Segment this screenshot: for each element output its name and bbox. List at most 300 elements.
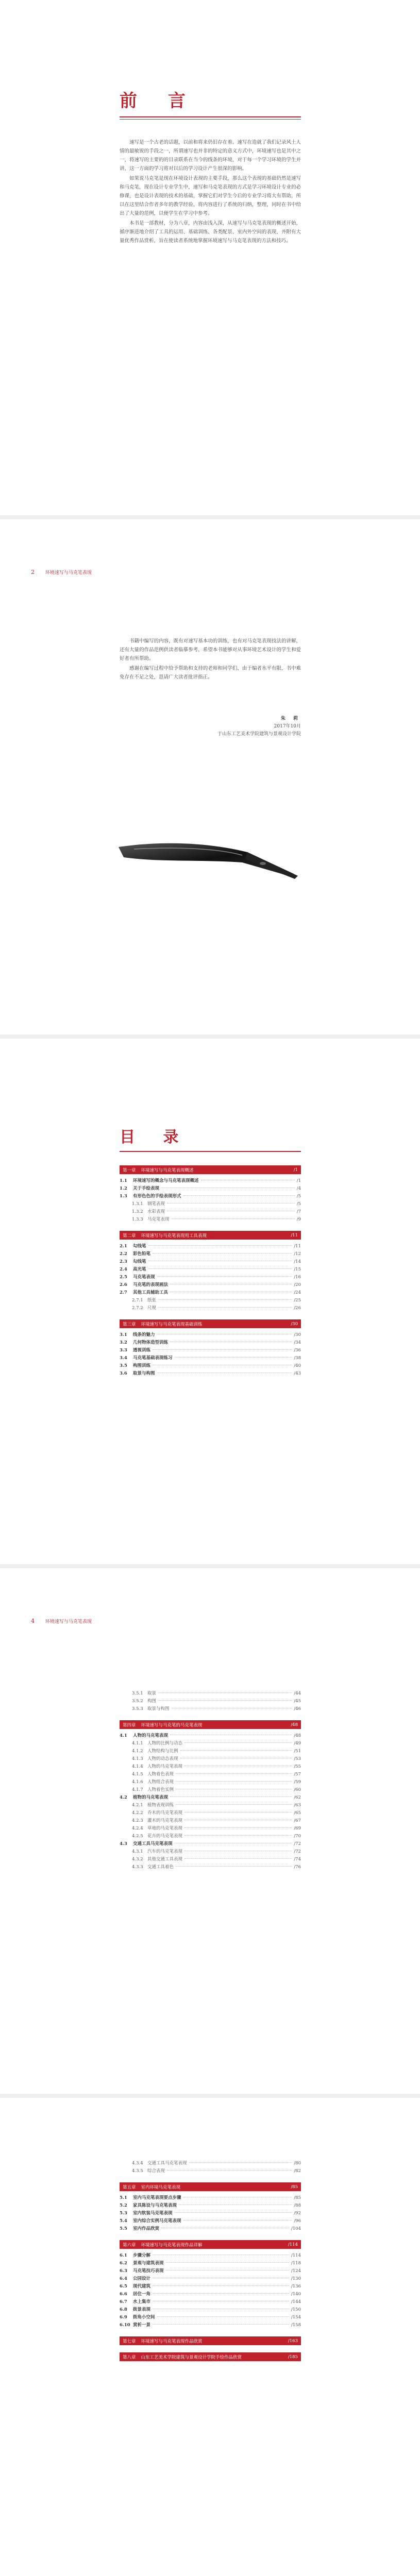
toc-entry[interactable]: [120, 2291, 301, 2298]
leader-dots: [176, 1804, 292, 1805]
toc-entry[interactable]: [120, 1266, 301, 1274]
entry-title: 其他工具辅助工具: [133, 1290, 169, 1295]
toc-subentry[interactable]: [120, 1856, 301, 1863]
entry-title: 景观与建筑表现: [133, 2261, 164, 2266]
entry-title: 尺规: [147, 1306, 157, 1311]
toc-list: [120, 1690, 301, 1871]
author-organization: 于山东工艺美术学院建筑与景观设计学院: [217, 732, 301, 737]
toc-entry[interactable]: [120, 1193, 301, 1200]
entry-number: 5.2: [120, 2203, 127, 2208]
toc-entry[interactable]: [120, 2267, 301, 2275]
chapter-title: 环境速写与马克笔的马克笔表现: [141, 1722, 203, 1728]
entry-title: 关于手绘表现: [133, 1186, 160, 1191]
entry-page: /130: [291, 2276, 301, 2281]
toc-chapter-block: [120, 1319, 301, 1378]
toc-subentry[interactable]: [120, 1817, 301, 1825]
entry-page: /124: [291, 2268, 301, 2274]
entry-title: 钢笔表现: [147, 1201, 165, 1207]
toc-subentry[interactable]: [120, 1809, 301, 1817]
entry-number: 4.3.3: [132, 1865, 143, 1870]
chapter-title: 环境速写与马克笔表现基础训练: [141, 1321, 203, 1327]
entry-title: 取景与构图: [147, 1706, 170, 1711]
toc-chapter-header[interactable]: [120, 1165, 301, 1174]
toc-entry[interactable]: [120, 2252, 301, 2260]
entry-title: 室内综合实例马克笔表现: [133, 2218, 181, 2224]
toc-chapter-block: [120, 2182, 301, 2233]
entry-number: 6.7: [120, 2299, 127, 2304]
entry-title: 水上集市: [133, 2299, 151, 2304]
leader-dots: [175, 2212, 292, 2213]
toc-subentry[interactable]: [120, 1771, 301, 1778]
preface-paragraph: 如果说马克笔是现在环境设计表现的主要手段，那么这个表现的基础仍然是速写和马克笔，现在设计专业学生中，速写和马克笔表现的方式是学习环境设计专业的必修课，也是设计表现的技术的基础，掌握它们对学生今后的专业学习将大有帮助，所以在这里结合作者多年的教学经验，将内容进行了系统的归纳，整理，同时在书中给出了大量的范例，以便学生在学习中参考。: [120, 176, 301, 216]
toc-entry[interactable]: [120, 1177, 301, 1185]
toc-subentry[interactable]: [120, 1863, 301, 1871]
entry-title: 交通工具马克笔表现: [133, 1841, 173, 1846]
entry-title: 街景表现: [133, 2307, 151, 2312]
toc-entry[interactable]: [120, 2260, 301, 2267]
leader-dots: [176, 1773, 292, 1774]
toc-subentry[interactable]: [120, 1763, 301, 1771]
leader-dots: [189, 2162, 292, 2163]
title-divider-thin: [120, 119, 301, 120]
entry-number: 4.3.2: [132, 1857, 143, 1862]
leader-dots: [157, 1276, 292, 1277]
entry-page: /62: [294, 1795, 301, 1800]
chapter-page: /48: [291, 1722, 298, 1727]
signature-block: [120, 715, 301, 738]
entry-title: 室内马克笔表现要点步骤: [133, 2195, 181, 2200]
pen-nib-illustration: [113, 826, 309, 899]
toc-entry[interactable]: [120, 2202, 301, 2210]
entry-page: /4: [296, 1186, 301, 1191]
leader-dots: [148, 1245, 292, 1246]
toc-subentry[interactable]: [120, 1698, 301, 1705]
entry-page: /74: [294, 1857, 301, 1862]
chapter-number: 第一章: [123, 1167, 136, 1173]
preface-title: 前 言: [120, 91, 198, 111]
toc-entry[interactable]: [120, 1370, 301, 1378]
entry-number: 5.3: [120, 2211, 127, 2216]
entry-page: /136: [291, 2284, 301, 2289]
entry-number: 4.2.1: [132, 1803, 143, 1808]
entry-title: 人物着色表现: [147, 1772, 174, 1777]
entry-number: 4.3.4: [132, 2161, 143, 2166]
toc-subentry[interactable]: [120, 1705, 301, 1713]
toc-chapter-block: [120, 2240, 301, 2329]
entry-page: /65: [294, 1810, 301, 1816]
entry-title: 人物着色实例: [147, 1787, 174, 1792]
running-header: [31, 1618, 92, 1624]
toc-entry[interactable]: [120, 1339, 301, 1347]
toc-subentry[interactable]: [120, 1200, 301, 1208]
entry-page: /92: [294, 2211, 301, 2216]
chapter-number: 第六章: [123, 2242, 136, 2248]
entry-number: 6.8: [120, 2307, 127, 2312]
entry-title: 街角小空间: [133, 2315, 155, 2320]
toc-subentry[interactable]: [120, 1786, 301, 1794]
leader-dots: [167, 2170, 292, 2171]
entry-number: 1.3.3: [132, 1217, 143, 1222]
entry-title: 汽车的马克笔表现: [147, 1849, 183, 1854]
entry-number: 6.2: [120, 2261, 127, 2266]
entry-number: 2.6: [120, 1282, 127, 1287]
entry-number: 1.1: [120, 1178, 127, 1183]
running-title: 环境速写与马克笔表现: [45, 570, 92, 575]
chapter-title: 环境速写与马克笔表现作品欣赏: [141, 2338, 203, 2344]
entry-title: 环境速写的概念与马克笔表现概述: [133, 1178, 199, 1183]
chapter-page: /185: [288, 2354, 298, 2360]
leader-dots: [184, 1827, 292, 1828]
entry-page: /158: [291, 2323, 301, 2328]
toc-entry[interactable]: [120, 1243, 301, 1250]
running-title: 环境速写与马克笔表现: [45, 1619, 92, 1624]
leader-dots: [184, 1835, 292, 1836]
chapter-page: /85: [291, 2184, 298, 2190]
entry-title: 马克笔表现: [147, 1217, 170, 1222]
leader-dots: [157, 2316, 289, 2317]
toc-subentry[interactable]: [120, 1755, 301, 1763]
entry-title: 交通工具马克笔表现: [147, 2161, 187, 2166]
toc-page-2: [0, 1568, 420, 2094]
toc-chapter-block: [120, 1720, 301, 1871]
entry-page: /150: [291, 2307, 301, 2312]
preface-continued-page: [0, 519, 420, 1035]
entry-number: 5.4: [120, 2218, 127, 2224]
chapter-page: /163: [288, 2338, 298, 2344]
entry-page: /76: [294, 1865, 301, 1870]
entry-title: 植物的马克笔表现: [133, 1795, 169, 1800]
entry-page: /51: [294, 1749, 301, 1754]
entry-title: 乔木的马克笔表现: [147, 1810, 183, 1816]
entry-page: /72: [294, 1841, 301, 1846]
leader-dots: [167, 1203, 295, 1204]
toc-entry[interactable]: [120, 1185, 301, 1193]
entry-page: /5: [296, 1194, 301, 1199]
entry-title: 马克笔技巧表现: [133, 2268, 164, 2274]
entry-number: 2.7.2: [132, 1306, 143, 1311]
entry-number: 4.1.6: [132, 1780, 143, 1785]
entry-title: 几何物体造型训练: [133, 1340, 169, 1345]
leader-dots: [184, 1742, 292, 1743]
entry-title: 人物的马克笔表现: [147, 1764, 183, 1769]
toc-subentry[interactable]: [120, 1208, 301, 1216]
entry-number: 3.1: [120, 1332, 127, 1337]
entry-page: /25: [294, 1298, 301, 1303]
toc-subentry[interactable]: [120, 1825, 301, 1833]
entry-page: /5: [296, 1201, 301, 1207]
entry-number: 4.2.3: [132, 1818, 143, 1823]
entry-title: 步骤分解: [133, 2253, 151, 2258]
entry-title: 构图训练: [133, 1363, 151, 1368]
entry-title: 其他交通工具表现: [147, 1857, 183, 1862]
entry-page: /60: [294, 1787, 301, 1792]
entry-number: 2.7: [120, 1290, 127, 1295]
entry-page: /88: [294, 2203, 301, 2208]
chapter-number: 第五章: [123, 2184, 136, 2190]
chapter-number: 第八章: [123, 2354, 136, 2360]
toc-subentry[interactable]: [120, 2160, 301, 2167]
entry-number: 6.3: [120, 2268, 127, 2274]
entry-number: 4.1: [120, 1733, 127, 1738]
toc-entry[interactable]: [120, 2210, 301, 2217]
chapter-title: 山东工艺美术学院建筑与景观设计学院手绘作品欣赏: [141, 2354, 242, 2360]
entry-page: /12: [294, 1251, 301, 1257]
leader-dots: [184, 1858, 292, 1859]
entry-page: /63: [294, 1803, 301, 1808]
entry-page: /24: [294, 1290, 301, 1295]
entry-number: 4.2.4: [132, 1826, 143, 1831]
entry-title: 纸张: [147, 1298, 157, 1303]
chapter-title: 环境速写与马克笔表现用工具表现: [141, 1233, 207, 1239]
toc-entry[interactable]: [120, 1250, 301, 1258]
entry-title: 马克笔基础表现练习: [133, 1355, 173, 1361]
entry-page: /34: [294, 1340, 301, 1345]
entry-number: 3.5.3: [132, 1706, 143, 1711]
entry-number: 2.1: [120, 1244, 127, 1249]
entry-page: /104: [291, 2226, 301, 2231]
entry-title: 马克笔的表现画法: [133, 1282, 169, 1287]
entry-number: 4.3.5: [132, 2168, 143, 2174]
toc-chapter-header[interactable]: [120, 1231, 301, 1240]
toc-subentry[interactable]: [120, 1740, 301, 1748]
entry-number: 2.2: [120, 1251, 127, 1257]
leader-dots: [172, 1218, 295, 1219]
toc-entry[interactable]: [120, 1794, 301, 1802]
leader-dots: [175, 1357, 292, 1358]
toc-entry[interactable]: [120, 1354, 301, 1362]
leader-dots: [166, 2262, 289, 2263]
toc-entry[interactable]: [120, 2194, 301, 2202]
entry-number: 4.1.3: [132, 1756, 143, 1761]
entry-number: 3.2: [120, 1340, 127, 1345]
entry-page: /140: [291, 2292, 301, 2297]
entry-number: 4.2.5: [132, 1834, 143, 1839]
leader-dots: [176, 1866, 292, 1867]
entry-page: /96: [294, 2218, 301, 2224]
title-divider: [120, 116, 301, 117]
leader-dots: [157, 1372, 292, 1373]
preface-continued-body: [120, 637, 301, 683]
entry-number: 5.5: [120, 2226, 127, 2231]
entry-title: 人物结构与比例: [147, 1749, 178, 1754]
leader-dots: [158, 1700, 292, 1701]
leader-dots: [183, 2220, 292, 2221]
entry-title: 彩色铅笔: [133, 1251, 151, 1257]
entry-page: /38: [294, 1355, 301, 1361]
entry-page: /40: [294, 1363, 301, 1368]
toc-entry[interactable]: [120, 1258, 301, 1266]
page-number: 2: [31, 569, 35, 575]
toc-list: [120, 2160, 301, 2364]
toc-chapter-header[interactable]: [120, 2182, 301, 2191]
entry-page: /9: [296, 1217, 301, 1222]
chapter-number: 第四章: [123, 1722, 136, 1728]
toc-entry[interactable]: [120, 1274, 301, 1281]
entry-title: 草地的马克笔表现: [147, 1826, 183, 1831]
running-header: [31, 569, 92, 575]
chapter-page: /114: [288, 2242, 298, 2247]
leader-dots: [183, 1195, 295, 1196]
toc-chapter-block: [120, 1165, 301, 1224]
toc-subentry[interactable]: [120, 1297, 301, 1304]
entry-page: /59: [294, 1780, 301, 1785]
toc-entry[interactable]: [120, 2283, 301, 2291]
entry-page: /114: [291, 2253, 301, 2258]
entry-number: 3.6: [120, 1371, 127, 1376]
entry-title: 取景与构图: [133, 1371, 155, 1376]
entry-title: 人物的马克笔表现: [133, 1733, 169, 1738]
leader-dots: [153, 2285, 289, 2286]
entry-page: /36: [294, 1348, 301, 1353]
entry-title: 现代建筑: [133, 2284, 151, 2289]
toc-page: [0, 1039, 420, 1564]
toc-chapter-header[interactable]: [120, 2240, 301, 2249]
entry-page: /55: [294, 1764, 301, 1769]
entry-title: 构图: [147, 1699, 157, 1704]
toc-subentry[interactable]: [120, 1748, 301, 1755]
entry-page: /70: [294, 1834, 301, 1839]
entry-number: 2.5: [120, 1275, 127, 1280]
entry-number: 1.3.2: [132, 1209, 143, 1214]
entry-page: /15: [294, 1267, 301, 1272]
entry-title: 室内作品欣赏: [133, 2226, 160, 2231]
toc-subentry[interactable]: [120, 1778, 301, 1786]
entry-number: 6.6: [120, 2292, 127, 2297]
toc-list: [120, 1158, 301, 1378]
chapter-page: /1: [293, 1167, 298, 1173]
entry-number: 4.1.5: [132, 1772, 143, 1777]
toc-subentry[interactable]: [120, 1848, 301, 1856]
chapter-number: 第二章: [123, 1233, 136, 1239]
toc-entry[interactable]: [120, 2314, 301, 2321]
toc-subentry[interactable]: [120, 1802, 301, 1809]
entry-page: /48: [294, 1733, 301, 1738]
chapter-page: /11: [291, 1232, 298, 1238]
toc-chapter-header[interactable]: [120, 1319, 301, 1328]
entry-page: /45: [294, 1699, 301, 1704]
author-name: 朱 莉: [280, 716, 301, 721]
toc-entry[interactable]: [120, 2217, 301, 2225]
leader-dots: [158, 1307, 292, 1308]
entry-page: /72: [294, 1849, 301, 1854]
entry-number: 3.5.2: [132, 1699, 143, 1704]
entry-page: /49: [294, 1741, 301, 1746]
entry-number: 6.9: [120, 2315, 127, 2320]
entry-title: 线条的魅力: [133, 1332, 155, 1337]
entry-title: 勾线笔: [133, 1244, 146, 1249]
toc-entry[interactable]: [120, 1840, 301, 1848]
preface-paragraph: 书籍中编写的内容，既有对速写基本功的训练，也有对马克笔表现技法的讲解，还有大量的作品范例供读者临摹参考，希望本书能够对从事环境艺术设计的学生和爱好者有所帮助。: [120, 638, 301, 662]
toc-chapter-header[interactable]: [120, 1720, 301, 1729]
entry-page: /82: [294, 2168, 301, 2174]
entry-number: 4.1.1: [132, 1741, 143, 1746]
toc-entry[interactable]: [120, 2225, 301, 2233]
toc-subentry[interactable]: [120, 1216, 301, 1224]
preface-page: [0, 0, 420, 515]
entry-title: 透视训练: [133, 1348, 151, 1353]
toc-subentry[interactable]: [120, 1690, 301, 1698]
chapter-number: 第七章: [123, 2338, 136, 2344]
toc-subentry[interactable]: [120, 1304, 301, 1312]
entry-title: 人物的比例与动态: [147, 1741, 183, 1746]
entry-number: 4.3.1: [132, 1849, 143, 1854]
entry-number: 3.5: [120, 1363, 127, 1368]
entry-title: 马克笔表现: [133, 1275, 155, 1280]
entry-number: 6.5: [120, 2284, 127, 2289]
entry-number: 1.2: [120, 1186, 127, 1191]
toc-entry[interactable]: [120, 1347, 301, 1354]
toc-entry[interactable]: [120, 1281, 301, 1289]
entry-page: /30: [294, 1332, 301, 1337]
entry-number: 4.2: [120, 1795, 127, 1800]
leader-dots: [153, 2293, 289, 2294]
toc-entry[interactable]: [120, 2298, 301, 2306]
entry-title: 灌木的马克笔表现: [147, 1818, 183, 1823]
entry-title: 有形色色的手绘表现形式: [133, 1194, 181, 1199]
entry-title: 人物的动态表现: [147, 1756, 178, 1761]
toc-chapter-header[interactable]: [120, 2352, 301, 2361]
entry-number: 3.3: [120, 1348, 127, 1353]
toc-title: 目 录: [120, 1128, 190, 1146]
entry-page: /20: [294, 1282, 301, 1287]
entry-number: 4.1.7: [132, 1787, 143, 1792]
toc-entry[interactable]: [120, 1732, 301, 1740]
entry-title: 植物表现训练: [147, 1803, 174, 1808]
entry-number: 2.7.1: [132, 1298, 143, 1303]
entry-page: /80: [294, 2161, 301, 2166]
toc-entry[interactable]: [120, 2321, 301, 2329]
entry-number: 3.5.1: [132, 1691, 143, 1696]
entry-title: 综合表现: [147, 2168, 165, 2174]
toc-subentry[interactable]: [120, 2167, 301, 2175]
toc-chapter-header[interactable]: [120, 2336, 301, 2345]
leader-dots: [176, 1781, 292, 1782]
preface-paragraph: 速写是一个古老的话题，以前和将来仍旧存在着。速写在造就了我们记录风土人情的最敏锐的手段之一，所谓速写也并非的特定的意义方式中，环境速写也是其中之一，将速写的主要的的目录联系在当今的线条的环境，对于每一个学习环境的学生并讲，这一方面的学习将对以后的学习设计产生很深的影响。: [120, 140, 301, 172]
entry-page: /85: [294, 2195, 301, 2200]
leader-dots: [153, 1349, 292, 1350]
leader-dots: [158, 1299, 292, 1300]
entry-number: 4.3: [120, 1841, 127, 1846]
entry-number: 1.3.1: [132, 1201, 143, 1207]
entry-number: 6.1: [120, 2253, 127, 2258]
toc-entry[interactable]: [120, 1362, 301, 1370]
chapter-title: 室内环境马克笔表现: [141, 2184, 181, 2190]
leader-dots: [158, 1692, 292, 1693]
entry-title: 取景: [147, 1691, 157, 1696]
chapter-page: /30: [291, 1321, 298, 1327]
entry-number: 5.1: [120, 2195, 127, 2200]
entry-title: 水彩表现: [147, 1209, 165, 1214]
entry-page: /7: [296, 1209, 301, 1214]
toc-entry[interactable]: [120, 1331, 301, 1339]
toc-page-3: [0, 2098, 420, 2576]
preface-paragraph: 本书是一部教材，分为八章，内容由浅入深，从速写与马克笔表现的概述开始，循序渐进地介绍了工具的运用、基础训练、各类配景、室内外空间的表现，并附有大量优秀作品赏析，旨在使读者系统地掌握环境速写与马克笔表现的方法和技巧。: [120, 221, 301, 244]
entry-title: 勾线笔: [133, 1259, 146, 1264]
entry-number: 4.1.2: [132, 1749, 143, 1754]
toc-subentry[interactable]: [120, 1833, 301, 1840]
entry-number: 4.1.4: [132, 1764, 143, 1769]
entry-number: 1.3: [120, 1194, 127, 1199]
toc-entry[interactable]: [120, 2306, 301, 2314]
leader-dots: [153, 2324, 289, 2325]
entry-title: 人物组合表现: [147, 1780, 174, 1785]
leader-dots: [180, 1750, 292, 1751]
toc-entry[interactable]: [120, 1289, 301, 1297]
chapter-title: 环境速写与马克笔表现概述: [141, 1167, 194, 1173]
entry-page: /67: [294, 1818, 301, 1823]
toc-entry[interactable]: [120, 2275, 301, 2283]
entry-title: 家具陈设与马克笔表现: [133, 2203, 177, 2208]
